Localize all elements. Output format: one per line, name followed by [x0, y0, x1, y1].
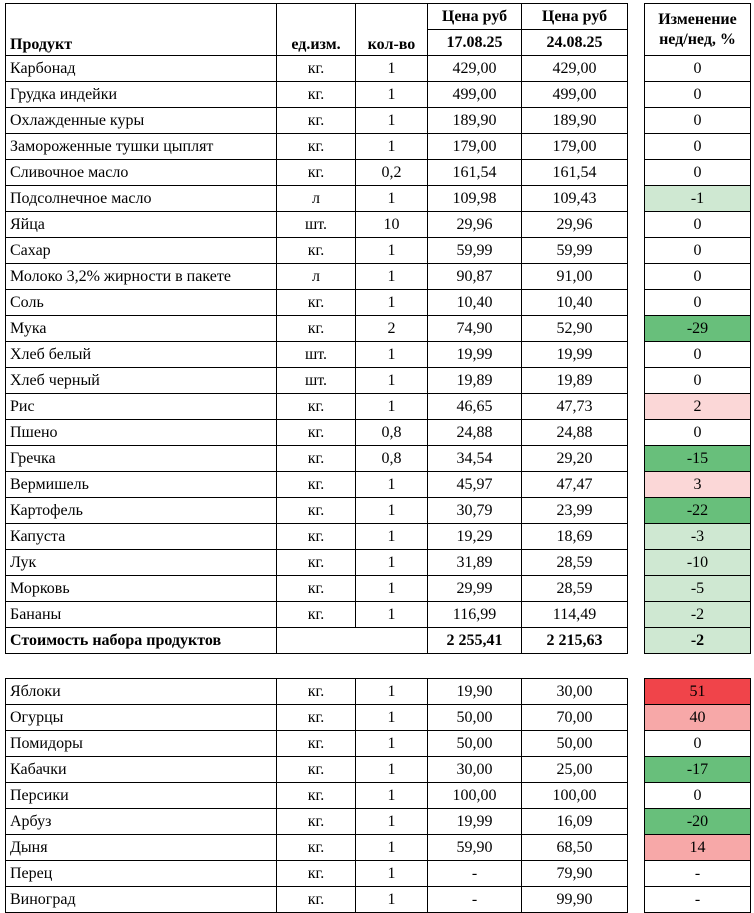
qty-cell: 1 [356, 887, 428, 913]
price-date1-cell: 116,99 [428, 602, 522, 628]
product-name: Картофель [6, 498, 277, 524]
total-row [6, 628, 751, 654]
qty-cell: 0,8 [356, 446, 428, 472]
table-row [6, 835, 751, 861]
product-name: Яблоки [6, 679, 277, 705]
column-gap [628, 342, 645, 368]
qty-cell: 2 [356, 316, 428, 342]
price-date1-cell: - [428, 861, 522, 887]
price-date1-cell: 59,90 [428, 835, 522, 861]
column-gap [628, 108, 645, 134]
product-name: Яйца [6, 212, 277, 238]
price-date1-cell: 109,98 [428, 186, 522, 212]
price-date2-cell: 29,96 [522, 212, 628, 238]
column-gap [628, 420, 645, 446]
change-cell: 0 [645, 264, 751, 290]
header-change-line2: нед/нед, % [659, 30, 736, 48]
total-price-date2: 2 215,63 [522, 628, 628, 654]
table-row [6, 602, 751, 628]
price-date1-cell: 19,29 [428, 524, 522, 550]
change-cell: 51 [645, 679, 751, 705]
column-gap [628, 524, 645, 550]
unit-cell: кг. [277, 705, 356, 731]
qty-cell: 1 [356, 705, 428, 731]
price-date2-cell: 79,90 [522, 861, 628, 887]
table-row [6, 212, 751, 238]
product-name: Кабачки [6, 757, 277, 783]
price-date1-cell: 46,65 [428, 394, 522, 420]
price-date1-cell: 29,96 [428, 212, 522, 238]
qty-cell: 1 [356, 264, 428, 290]
header-row-1 [6, 4, 751, 30]
unit-cell: кг. [277, 679, 356, 705]
table-row [6, 264, 751, 290]
price-date2-cell: 189,90 [522, 108, 628, 134]
table-row [6, 731, 751, 757]
price-date1-cell: 29,99 [428, 576, 522, 602]
qty-cell: 1 [356, 524, 428, 550]
price-date1-cell: 19,89 [428, 368, 522, 394]
price-date2-cell: 28,59 [522, 576, 628, 602]
table-row [6, 757, 751, 783]
price-date1-cell: 45,97 [428, 472, 522, 498]
table-row [6, 679, 751, 705]
table-row [6, 783, 751, 809]
price-date2-cell: 16,09 [522, 809, 628, 835]
table-row [6, 108, 751, 134]
product-name: Грудка индейки [6, 82, 277, 108]
qty-cell: 1 [356, 342, 428, 368]
total-change: -2 [645, 628, 751, 654]
price-date1-cell: 499,00 [428, 82, 522, 108]
product-name: Подсолнечное масло [6, 186, 277, 212]
qty-cell: 1 [356, 394, 428, 420]
price-date1-cell: 30,00 [428, 757, 522, 783]
price-date2-cell: 28,59 [522, 550, 628, 576]
change-cell: -1 [645, 186, 751, 212]
qty-cell: 1 [356, 679, 428, 705]
column-gap [628, 628, 645, 654]
column-gap [628, 160, 645, 186]
table-row [6, 472, 751, 498]
price-date1-cell: 50,00 [428, 705, 522, 731]
header-price-label-2: Цена руб [522, 4, 628, 30]
unit-cell: кг. [277, 757, 356, 783]
change-cell: -20 [645, 809, 751, 835]
price-date2-cell: 52,90 [522, 316, 628, 342]
table-row [6, 134, 751, 160]
spacer-cell [628, 654, 645, 679]
change-cell: 0 [645, 108, 751, 134]
qty-cell: 0,2 [356, 160, 428, 186]
column-gap [628, 861, 645, 887]
qty-cell: 10 [356, 212, 428, 238]
change-cell: -15 [645, 446, 751, 472]
column-gap [628, 4, 645, 56]
product-name: Сахар [6, 238, 277, 264]
spacer-cell [277, 654, 356, 679]
price-table-container [5, 3, 751, 913]
price-date2-cell: 68,50 [522, 835, 628, 861]
table-row [6, 342, 751, 368]
qty-cell: 1 [356, 731, 428, 757]
unit-cell: кг. [277, 498, 356, 524]
change-cell: - [645, 887, 751, 913]
price-date1-cell: 90,87 [428, 264, 522, 290]
qty-cell: 1 [356, 602, 428, 628]
total-blank [356, 628, 428, 654]
qty-cell: 1 [356, 186, 428, 212]
change-cell: -22 [645, 498, 751, 524]
price-date2-cell: 47,47 [522, 472, 628, 498]
price-date1-cell: 189,90 [428, 108, 522, 134]
table-row [6, 498, 751, 524]
qty-cell: 1 [356, 56, 428, 82]
price-date2-cell: 47,73 [522, 394, 628, 420]
column-gap [628, 550, 645, 576]
product-name: Вермишель [6, 472, 277, 498]
column-gap [628, 212, 645, 238]
price-date2-cell: 25,00 [522, 757, 628, 783]
change-cell: 0 [645, 290, 751, 316]
unit-cell: кг. [277, 602, 356, 628]
unit-cell: кг. [277, 238, 356, 264]
qty-cell: 1 [356, 498, 428, 524]
price-date2-cell: 114,49 [522, 602, 628, 628]
change-cell: -3 [645, 524, 751, 550]
table-row [6, 524, 751, 550]
product-name: Виноград [6, 887, 277, 913]
product-name: Огурцы [6, 705, 277, 731]
change-cell: -10 [645, 550, 751, 576]
table-row [6, 186, 751, 212]
column-gap [628, 576, 645, 602]
header-date1: 17.08.25 [428, 30, 522, 56]
unit-cell: кг. [277, 420, 356, 446]
table-row [6, 82, 751, 108]
table-row [6, 446, 751, 472]
change-cell: 0 [645, 342, 751, 368]
qty-cell: 1 [356, 861, 428, 887]
price-date1-cell: 10,40 [428, 290, 522, 316]
price-date1-cell: 50,00 [428, 731, 522, 757]
column-gap [628, 602, 645, 628]
unit-cell: кг. [277, 160, 356, 186]
unit-cell: кг. [277, 134, 356, 160]
price-date2-cell: 50,00 [522, 731, 628, 757]
product-name: Хлеб черный [6, 368, 277, 394]
price-date2-cell: 24,88 [522, 420, 628, 446]
change-cell: -2 [645, 602, 751, 628]
price-date2-cell: 91,00 [522, 264, 628, 290]
table-row [6, 809, 751, 835]
product-name: Лук [6, 550, 277, 576]
qty-cell: 1 [356, 134, 428, 160]
price-date2-cell: 19,99 [522, 342, 628, 368]
column-gap [628, 472, 645, 498]
price-date1-cell: 31,89 [428, 550, 522, 576]
price-date1-cell: 59,99 [428, 238, 522, 264]
table-row [6, 887, 751, 913]
change-cell: -5 [645, 576, 751, 602]
product-name: Сливочное масло [6, 160, 277, 186]
table-row [6, 56, 751, 82]
column-gap [628, 835, 645, 861]
column-gap [628, 394, 645, 420]
table-row [6, 705, 751, 731]
column-gap [628, 705, 645, 731]
qty-cell: 1 [356, 108, 428, 134]
unit-cell: кг. [277, 861, 356, 887]
qty-cell: 1 [356, 576, 428, 602]
column-gap [628, 264, 645, 290]
column-gap [628, 238, 645, 264]
price-date1-cell: 19,90 [428, 679, 522, 705]
price-date1-cell: 179,00 [428, 134, 522, 160]
change-cell: 3 [645, 472, 751, 498]
header-product: Продукт [6, 4, 277, 56]
change-cell: 2 [645, 394, 751, 420]
qty-cell: 1 [356, 757, 428, 783]
product-name: Дыня [6, 835, 277, 861]
price-date2-cell: 30,00 [522, 679, 628, 705]
unit-cell: шт. [277, 212, 356, 238]
spacer-cell [356, 654, 428, 679]
section-spacer [6, 654, 751, 679]
unit-cell: л [277, 264, 356, 290]
table-row [6, 576, 751, 602]
change-cell: -29 [645, 316, 751, 342]
unit-cell: кг. [277, 576, 356, 602]
price-table [5, 3, 751, 913]
price-date1-cell: 429,00 [428, 56, 522, 82]
qty-cell: 1 [356, 290, 428, 316]
unit-cell: кг. [277, 731, 356, 757]
unit-cell: кг. [277, 56, 356, 82]
unit-cell: кг. [277, 472, 356, 498]
price-date1-cell: 19,99 [428, 342, 522, 368]
price-date2-cell: 18,69 [522, 524, 628, 550]
unit-cell: кг. [277, 446, 356, 472]
price-date1-cell: 100,00 [428, 783, 522, 809]
product-name: Бананы [6, 602, 277, 628]
column-gap [628, 368, 645, 394]
change-cell: 0 [645, 56, 751, 82]
product-name: Карбонад [6, 56, 277, 82]
table-row [6, 394, 751, 420]
product-name: Помидоры [6, 731, 277, 757]
change-cell: 0 [645, 420, 751, 446]
price-date2-cell: 99,90 [522, 887, 628, 913]
header-change [645, 4, 751, 56]
product-name: Арбуз [6, 809, 277, 835]
header-unit: ед.изм. [277, 4, 356, 56]
table-row [6, 238, 751, 264]
change-cell: -17 [645, 757, 751, 783]
unit-cell: шт. [277, 342, 356, 368]
column-gap [628, 887, 645, 913]
price-date2-cell: 70,00 [522, 705, 628, 731]
product-name: Капуста [6, 524, 277, 550]
column-gap [628, 290, 645, 316]
change-cell: 14 [645, 835, 751, 861]
change-cell: 0 [645, 368, 751, 394]
qty-cell: 1 [356, 809, 428, 835]
price-date1-cell: 161,54 [428, 160, 522, 186]
header-change-line1: Изменение [658, 10, 737, 28]
change-cell: 0 [645, 731, 751, 757]
price-date2-cell: 161,54 [522, 160, 628, 186]
unit-cell: кг. [277, 82, 356, 108]
price-date2-cell: 23,99 [522, 498, 628, 524]
change-cell: 0 [645, 238, 751, 264]
column-gap [628, 316, 645, 342]
table-row [6, 316, 751, 342]
header-date2: 24.08.25 [522, 30, 628, 56]
column-gap [628, 82, 645, 108]
qty-cell: 1 [356, 368, 428, 394]
unit-cell: кг. [277, 108, 356, 134]
unit-cell: кг. [277, 550, 356, 576]
product-name: Молоко 3,2% жирности в пакете [6, 264, 277, 290]
price-date1-cell: 24,88 [428, 420, 522, 446]
product-name: Соль [6, 290, 277, 316]
unit-cell: кг. [277, 290, 356, 316]
change-cell: 0 [645, 82, 751, 108]
table-row [6, 550, 751, 576]
product-name: Рис [6, 394, 277, 420]
total-label: Стоимость набора продуктов [6, 628, 277, 654]
product-name: Морковь [6, 576, 277, 602]
unit-cell: кг. [277, 316, 356, 342]
spacer-cell [522, 654, 628, 679]
change-cell: - [645, 861, 751, 887]
qty-cell: 1 [356, 550, 428, 576]
unit-cell: шт. [277, 368, 356, 394]
price-date2-cell: 100,00 [522, 783, 628, 809]
product-name: Замороженные тушки цыплят [6, 134, 277, 160]
total-price-date1: 2 255,41 [428, 628, 522, 654]
unit-cell: л [277, 186, 356, 212]
qty-cell: 1 [356, 835, 428, 861]
product-name: Охлажденные куры [6, 108, 277, 134]
column-gap [628, 757, 645, 783]
column-gap [628, 446, 645, 472]
price-date1-cell: 30,79 [428, 498, 522, 524]
change-cell: 0 [645, 212, 751, 238]
product-name: Мука [6, 316, 277, 342]
change-cell: 0 [645, 134, 751, 160]
spacer-cell [428, 654, 522, 679]
column-gap [628, 731, 645, 757]
price-date2-cell: 59,99 [522, 238, 628, 264]
price-date2-cell: 29,20 [522, 446, 628, 472]
column-gap [628, 809, 645, 835]
price-date2-cell: 429,00 [522, 56, 628, 82]
product-name: Персики [6, 783, 277, 809]
table-row [6, 420, 751, 446]
table-row [6, 290, 751, 316]
product-name: Перец [6, 861, 277, 887]
unit-cell: кг. [277, 887, 356, 913]
header-price-label-1: Цена руб [428, 4, 522, 30]
product-name: Гречка [6, 446, 277, 472]
price-date1-cell: 19,99 [428, 809, 522, 835]
table-row [6, 160, 751, 186]
qty-cell: 1 [356, 238, 428, 264]
column-gap [628, 679, 645, 705]
spacer-cell [6, 654, 277, 679]
column-gap [628, 134, 645, 160]
unit-cell: кг. [277, 809, 356, 835]
qty-cell: 1 [356, 82, 428, 108]
price-date1-cell: - [428, 887, 522, 913]
change-cell: 40 [645, 705, 751, 731]
qty-cell: 0,8 [356, 420, 428, 446]
header-qty: кол-во [356, 4, 428, 56]
change-cell: 0 [645, 160, 751, 186]
table-row [6, 861, 751, 887]
unit-cell: кг. [277, 394, 356, 420]
price-date2-cell: 19,89 [522, 368, 628, 394]
price-date2-cell: 109,43 [522, 186, 628, 212]
column-gap [628, 498, 645, 524]
price-date2-cell: 499,00 [522, 82, 628, 108]
column-gap [628, 56, 645, 82]
change-cell: 0 [645, 783, 751, 809]
unit-cell: кг. [277, 835, 356, 861]
qty-cell: 1 [356, 783, 428, 809]
price-date1-cell: 74,90 [428, 316, 522, 342]
column-gap [628, 186, 645, 212]
price-date2-cell: 10,40 [522, 290, 628, 316]
price-date2-cell: 179,00 [522, 134, 628, 160]
product-name: Хлеб белый [6, 342, 277, 368]
unit-cell: кг. [277, 524, 356, 550]
unit-cell: кг. [277, 783, 356, 809]
price-date1-cell: 34,54 [428, 446, 522, 472]
spacer-cell [645, 654, 751, 679]
table-row [6, 368, 751, 394]
total-blank [277, 628, 356, 654]
column-gap [628, 783, 645, 809]
product-name: Пшено [6, 420, 277, 446]
qty-cell: 1 [356, 472, 428, 498]
